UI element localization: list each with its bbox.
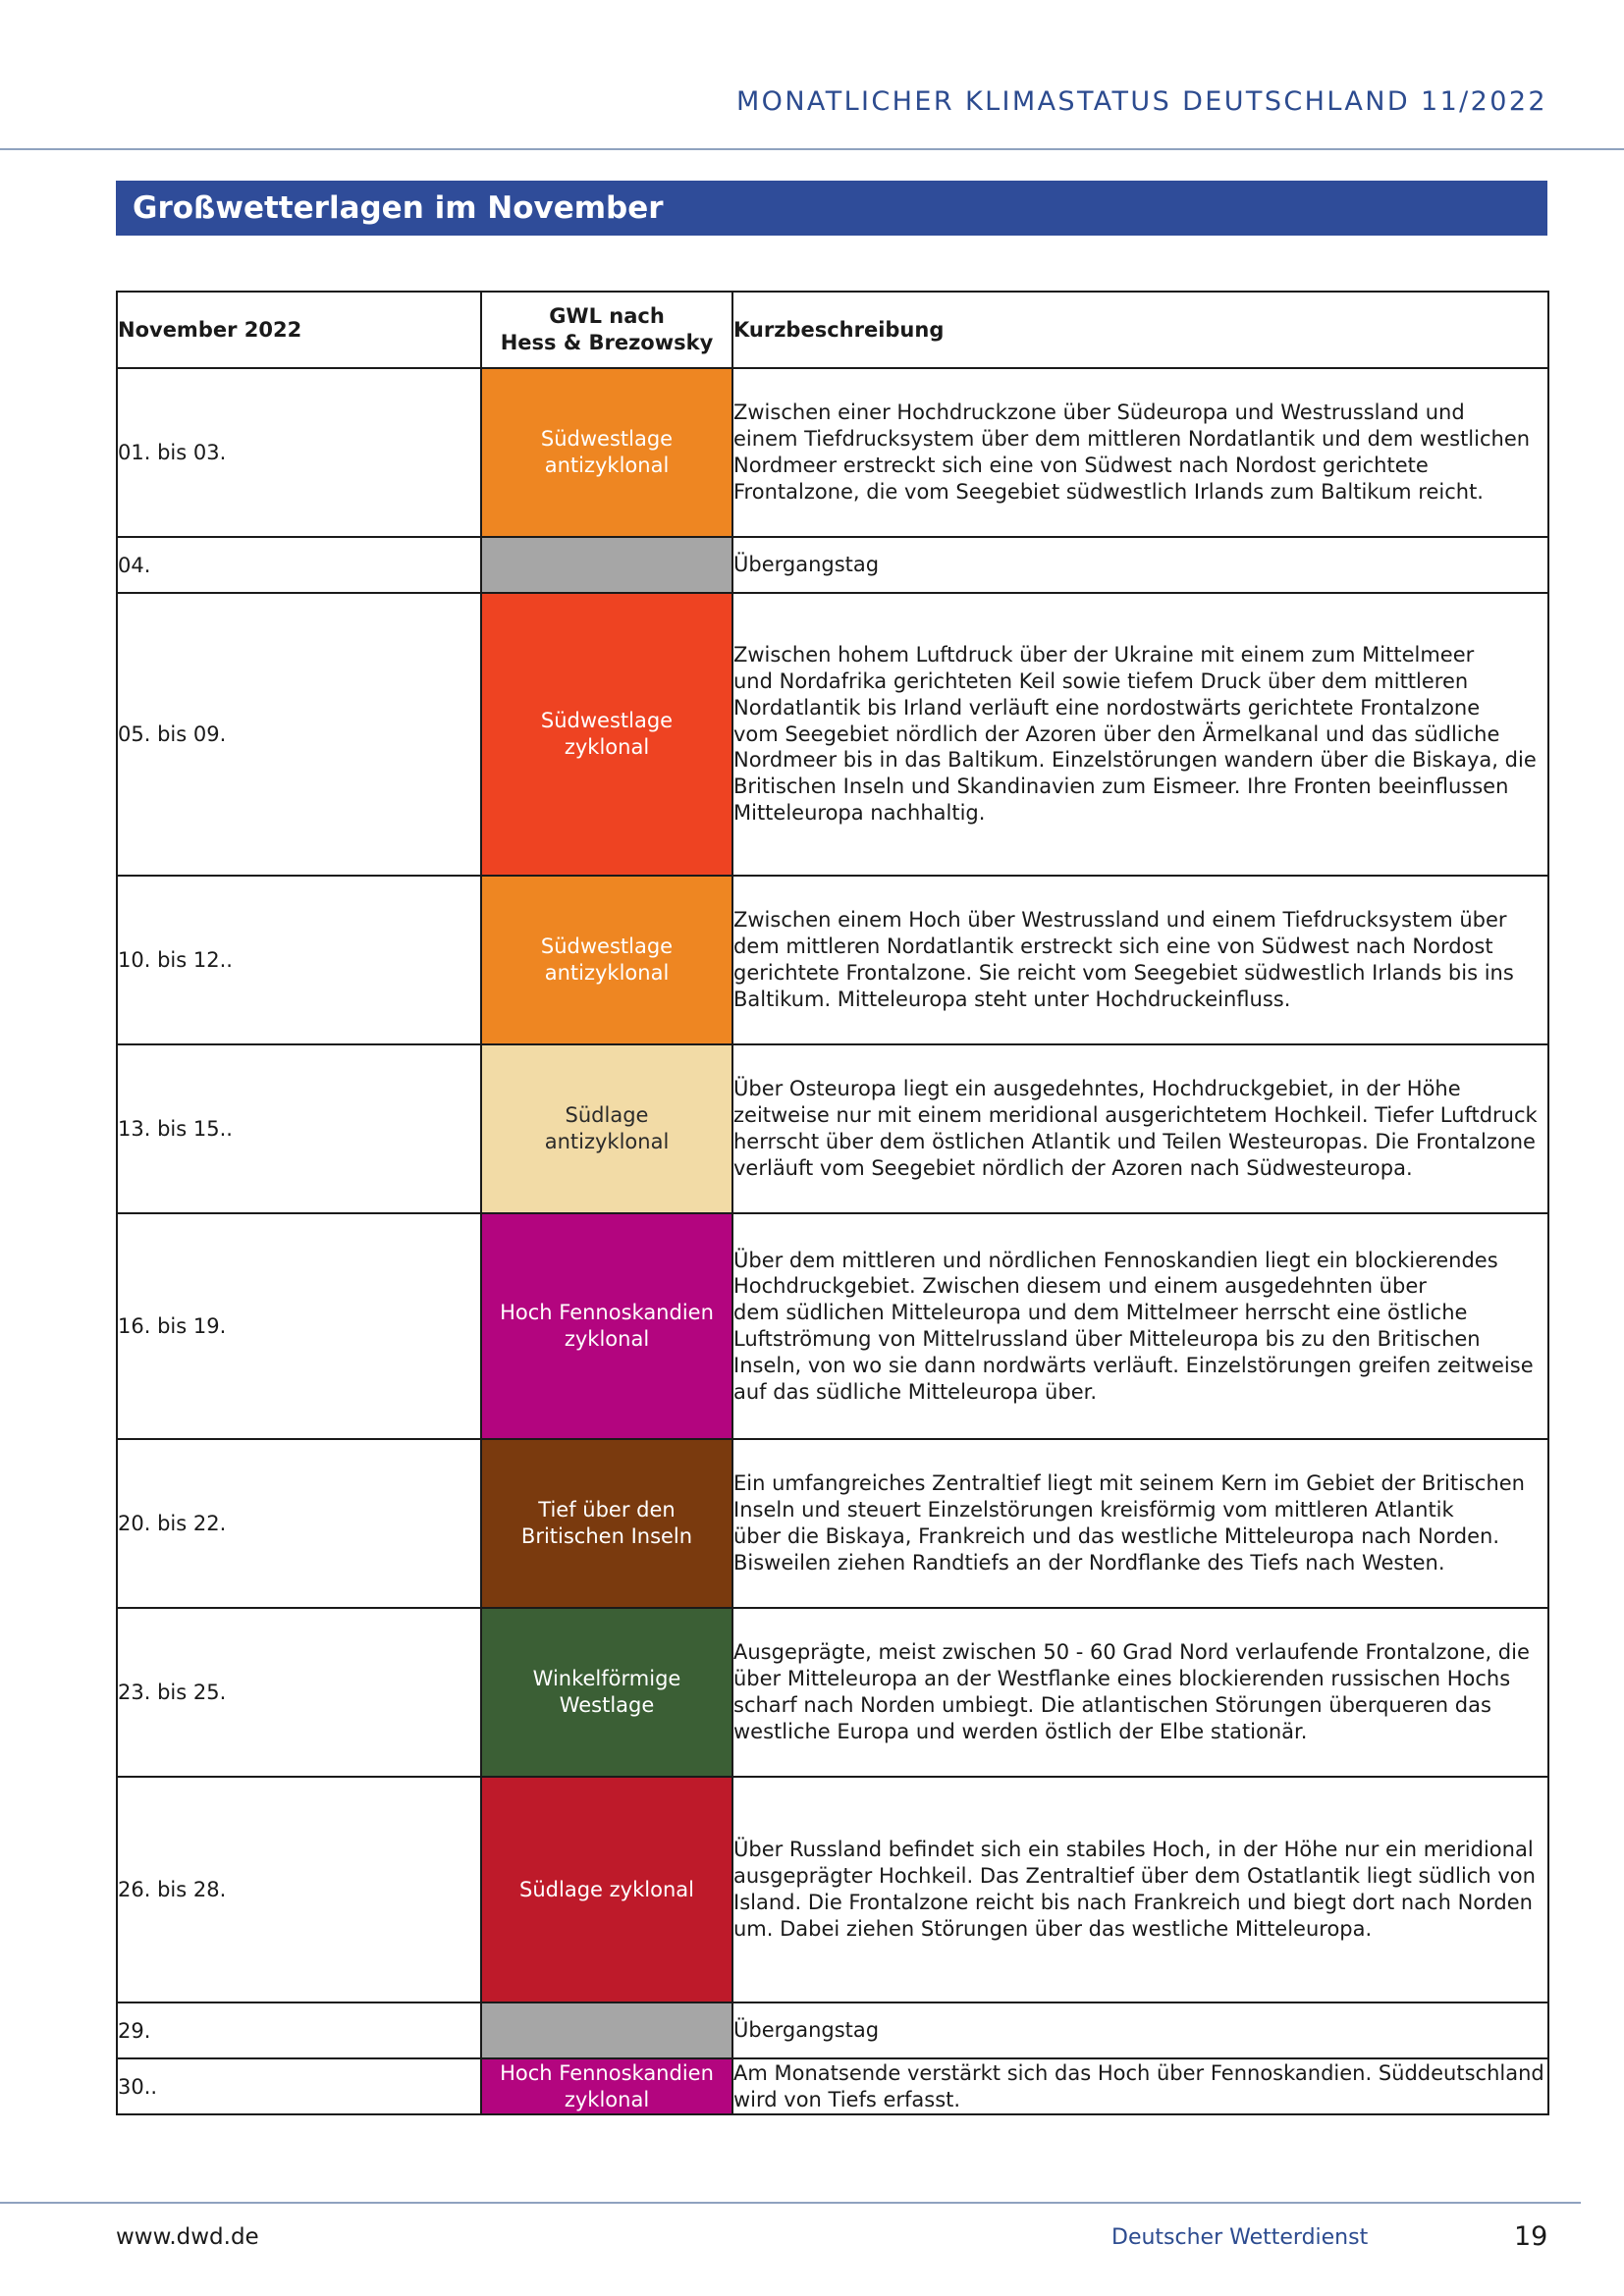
period-cell: 26. bis 28.	[117, 1777, 481, 2002]
table-row	[117, 1044, 1548, 1213]
period-cell: 05. bis 09.	[117, 593, 481, 876]
gwl-label-line: Südlage	[565, 1103, 649, 1127]
table-row	[117, 876, 1548, 1044]
gwl-label-line: zyklonal	[564, 735, 650, 759]
header-description: Kurzbeschreibung	[732, 292, 1548, 368]
description-line: Luftströmung von Mittelrussland über Mitteleuropa bis zu den Britischen	[733, 1327, 1481, 1351]
description-line: Zwischen einer Hochdruckzone über Südeuropa und Westrussland und	[733, 400, 1465, 425]
description-line: Nordmeer bis in das Baltikum. Einzelstörungen wandern über die Biskaya, die	[733, 748, 1537, 773]
gwl-label-line: antizyklonal	[544, 1130, 670, 1153]
description-cell	[732, 368, 1548, 537]
description-line: Baltikum. Mitteleuropa steht unter Hochdruckeinfluss.	[733, 987, 1291, 1011]
description-line: Nordmeer erstreckt sich eine von Südwest nach Nordost gerichtete	[733, 454, 1429, 477]
gwl-cell	[481, 876, 732, 1044]
description-line: Zwischen hohem Luftdruck über der Ukraine mit einem zum Mittelmeer	[733, 643, 1475, 667]
description-line: Über Russland befindet sich ein stabiles Hoch, in der Höhe nur ein meridional	[733, 1838, 1534, 1862]
description-line: Ausgeprägte, meist zwischen 50 - 60 Grad Nord verlaufende Frontalzone, die	[733, 1640, 1530, 1665]
description-line: Ein umfangreiches Zentraltief liegt mit seinem Kern im Gebiet der Britischen	[733, 1471, 1525, 1496]
description-line: zeitweise nur mit einem meridional ausgerichtetem Hochkeil. Tiefer Luftdruck	[733, 1103, 1538, 1128]
gwl-label-line: Südwestlage	[540, 427, 674, 451]
table-row	[117, 368, 1548, 537]
description-line: vom Seegebiet nördlich der Azoren über den Ärmelkanal und das südliche	[733, 721, 1500, 746]
description-line: Hochdruckgebiet. Zwischen diesem und einem ausgedehnten über	[733, 1274, 1427, 1299]
description-line: über die Biskaya, Frankreich und das westliche Mitteleuropa nach Norden.	[733, 1524, 1499, 1548]
table-header-row	[117, 292, 1548, 368]
header-gwl-line1: GWL nach	[549, 304, 665, 328]
description-line: herrscht über dem östlichen Atlantik und Teilen Westeuropas. Die Frontalzone	[733, 1130, 1536, 1153]
gwl-label-line: Westlage	[559, 1693, 655, 1717]
description-line: Übergangstag	[733, 553, 880, 577]
gwl-cell	[481, 2002, 732, 2058]
gwl-cell	[481, 2058, 732, 2114]
gwl-cell	[481, 1439, 732, 1608]
gwl-label-line: Britischen Inseln	[520, 1524, 693, 1548]
description-cell	[732, 1608, 1548, 1777]
footer-website: www.dwd.de	[116, 2224, 259, 2250]
period-cell: 13. bis 15..	[117, 1044, 481, 1213]
gwl-label-line: Hoch Fennoskandien	[500, 1301, 714, 1324]
description-cell	[732, 2002, 1548, 2058]
description-line: Am Monatsende verstärkt sich das Hoch über Fennoskandien. Süddeutschland	[733, 2060, 1544, 2085]
description-line: dem südlichen Mitteleuropa und dem Mittelmeer herrscht eine östliche	[733, 1301, 1468, 1325]
description-cell	[732, 537, 1548, 593]
description-cell	[732, 1439, 1548, 1608]
gwl-cell	[481, 1777, 732, 2002]
table-row	[117, 593, 1548, 876]
gwl-cell	[481, 537, 732, 593]
footer-rule	[0, 2202, 1581, 2204]
description-line: Frontalzone, die vom Seegebiet südwestlich Irlands zum Baltikum reicht.	[733, 479, 1484, 504]
weather-pattern-table	[116, 291, 1549, 2115]
gwl-cell	[481, 368, 732, 537]
description-line: Mitteleuropa nachhaltig.	[733, 800, 986, 825]
table-row	[117, 537, 1548, 593]
gwl-label-line: Südwestlage	[540, 709, 674, 732]
description-line: über Mitteleuropa an der Westflanke eines blockierenden russischen Hochs	[733, 1667, 1511, 1691]
gwl-label-line: zyklonal	[564, 1327, 650, 1351]
gwl-label-line: zyklonal	[564, 2087, 650, 2111]
table-row	[117, 2058, 1548, 2114]
description-line: Über Osteuropa liegt ein ausgedehntes, Hochdruckgebiet, in der Höhe	[733, 1077, 1461, 1101]
table-row	[117, 1777, 1548, 2002]
description-cell	[732, 2058, 1548, 2114]
description-line: verläuft vom Seegebiet nördlich der Azoren nach Südwesteuropa.	[733, 1155, 1413, 1180]
gwl-label-line: Hoch Fennoskandien	[500, 2060, 714, 2085]
description-line: Über dem mittleren und nördlichen Fennoskandien liegt ein blockierendes	[733, 1248, 1498, 1272]
description-line: Inseln, von wo sie dann nordwärts verläuft. Einzelstörungen greifen zeitweise	[733, 1353, 1534, 1377]
period-cell: 04.	[117, 537, 481, 593]
gwl-label-line: Tief über den	[538, 1498, 676, 1522]
gwl-label-line: Südlage zyklonal	[519, 1877, 694, 1901]
table-row	[117, 1439, 1548, 1608]
description-line: ausgeprägter Hochkeil. Das Zentraltief über dem Ostatlantik liegt südlich von	[733, 1864, 1536, 1889]
description-line: einem Tiefdrucksystem über dem mittleren Nordatlantik und dem westlichen	[733, 427, 1531, 452]
header-gwl-line2: Hess & Brezowsky	[500, 331, 714, 354]
description-line: dem mittleren Nordatlantik erstreckt sich eine von Südwest nach Nordost	[733, 934, 1493, 959]
gwl-label-line: antizyklonal	[544, 961, 670, 985]
period-cell: 16. bis 19.	[117, 1213, 481, 1439]
description-cell	[732, 1044, 1548, 1213]
gwl-label-line: Südwestlage	[540, 934, 674, 958]
header-gwl	[481, 292, 732, 368]
description-cell	[732, 1777, 1548, 2002]
document-header-title: MONATLICHER KLIMASTATUS DEUTSCHLAND 11/2022	[735, 86, 1547, 117]
gwl-cell	[481, 1608, 732, 1777]
description-cell	[732, 876, 1548, 1044]
description-line: auf das südliche Mitteleuropa über.	[733, 1379, 1098, 1404]
section-title-bar	[116, 181, 1547, 236]
description-line: Inseln und steuert Einzelstörungen kreisförmig vom mittleren Atlantik	[733, 1498, 1454, 1522]
description-line: wird von Tiefs erfasst.	[733, 2087, 961, 2111]
period-cell: 10. bis 12..	[117, 876, 481, 1044]
description-line: Nordatlantik bis Irland verläuft eine nordostwärts gerichtete Frontalzone	[733, 695, 1481, 720]
period-cell: 30..	[117, 2058, 481, 2114]
period-cell: 20. bis 22.	[117, 1439, 481, 1608]
description-line: Übergangstag	[733, 2018, 880, 2043]
table-row	[117, 1608, 1548, 1777]
description-line: Britischen Inseln und Skandinavien zum Eismeer. Ihre Fronten beeinflussen	[733, 774, 1509, 799]
page-number: 19	[1514, 2221, 1548, 2252]
header-rule	[0, 148, 1624, 150]
description-line: Bisweilen ziehen Randtiefs an der Nordflanke des Tiefs nach Westen.	[733, 1550, 1445, 1575]
description-cell	[732, 593, 1548, 876]
description-line: scharf nach Norden umbiegt. Die atlantischen Störungen überqueren das	[733, 1693, 1491, 1717]
period-cell: 23. bis 25.	[117, 1608, 481, 1777]
header-period: November 2022	[117, 292, 481, 368]
gwl-cell	[481, 1213, 732, 1439]
gwl-cell	[481, 1044, 732, 1213]
description-line: Island. Die Frontalzone reicht bis nach Frankreich und biegt dort nach Norden	[733, 1891, 1533, 1914]
description-line: westliche Europa und werden östlich der Elbe stationär.	[733, 1719, 1308, 1743]
table-row	[117, 1213, 1548, 1439]
description-line: und Nordafrika gerichteten Keil sowie tiefem Druck über dem mittleren	[733, 669, 1469, 693]
description-line: Zwischen einem Hoch über Westrussland und einem Tiefdrucksystem über	[733, 908, 1507, 933]
description-line: um. Dabei ziehen Störungen über das westliche Mitteleuropa.	[733, 1916, 1373, 1941]
footer-organization: Deutscher Wetterdienst	[1111, 2225, 1369, 2250]
description-cell	[732, 1213, 1548, 1439]
gwl-cell	[481, 593, 732, 876]
section-title: Großwetterlagen im November	[133, 190, 664, 226]
description-line: gerichtete Frontalzone. Sie reicht vom Seegebiet südwestlich Irlands bis ins	[733, 961, 1514, 985]
period-cell: 29.	[117, 2002, 481, 2058]
period-cell: 01. bis 03.	[117, 368, 481, 537]
table-row	[117, 2002, 1548, 2058]
gwl-label-line: Winkelförmige	[532, 1667, 681, 1690]
gwl-label-line: antizyklonal	[544, 454, 670, 477]
